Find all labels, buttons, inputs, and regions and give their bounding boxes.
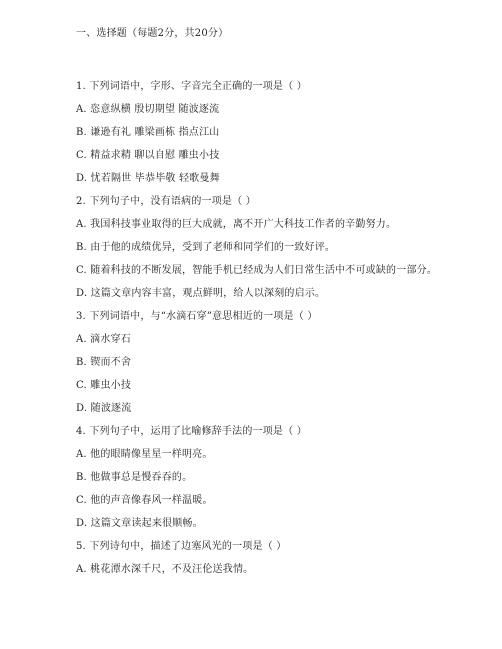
question-1-option-d: D. 忧若隔世 毕恭毕敬 轻歌曼舞 xyxy=(76,173,220,184)
question-1-option-c: C. 精益求精 聊以自慰 雕虫小技 xyxy=(76,150,220,161)
question-2-stem: 2. 下列句子中，没有语病的一项是（ ） xyxy=(76,196,256,207)
question-1-option-b: B. 谦逊有礼 雕梁画栋 指点江山 xyxy=(76,127,220,138)
question-1-option-a: A. 恣意纵横 殷切期望 随波逐流 xyxy=(76,104,220,115)
question-3-option-a: A. 滴水穿石 xyxy=(76,334,131,345)
question-3-option-b: B. 锲而不舍 xyxy=(76,357,132,368)
question-2-option-a: A. 我国科技事业取得的巨大成就，离不开广大科技工作者的辛勤努力。 xyxy=(76,219,397,230)
question-4-option-c: C. 他的声音像春风一样温暖。 xyxy=(76,495,213,506)
question-2-option-d: D. 这篇文章内容丰富，观点鲜明，给人以深刻的启示。 xyxy=(76,288,326,299)
question-2-option-b: B. 由于他的成绩优异，受到了老师和同学们的一致好评。 xyxy=(76,242,336,253)
question-3-stem: 3. 下列词语中，与“水滴石穿”意思相近的一项是（ ） xyxy=(76,311,318,322)
question-3-option-d: D. 随波逐流 xyxy=(76,403,132,414)
question-4-stem: 4. 下列句子中，运用了比喻修辞手法的一项是（ ） xyxy=(76,426,307,437)
question-4-option-b: B. 他做事总是慢吞吞的。 xyxy=(76,472,193,483)
question-5-option-a: A. 桃花潭水深千尺，不及汪伦送我情。 xyxy=(76,564,254,575)
question-4-option-a: A. 他的眼睛像星星一样明亮。 xyxy=(76,449,213,460)
question-5-stem: 5. 下列诗句中，描述了边塞风光的一项是（ ） xyxy=(76,541,287,552)
question-2-option-c: C. 随着科技的不断发展，智能手机已经成为人们日常生活中不可或缺的一部分。 xyxy=(76,265,438,276)
question-4-option-d: D. 这篇文章读起来很顺畅。 xyxy=(76,518,203,529)
question-3-option-c: C. 雕虫小技 xyxy=(76,380,132,391)
section-heading: 一、选择题（每题2分，共20分） xyxy=(76,28,229,39)
question-1-stem: 1. 下列词语中，字形、字音完全正确的一项是（ ） xyxy=(76,81,307,92)
